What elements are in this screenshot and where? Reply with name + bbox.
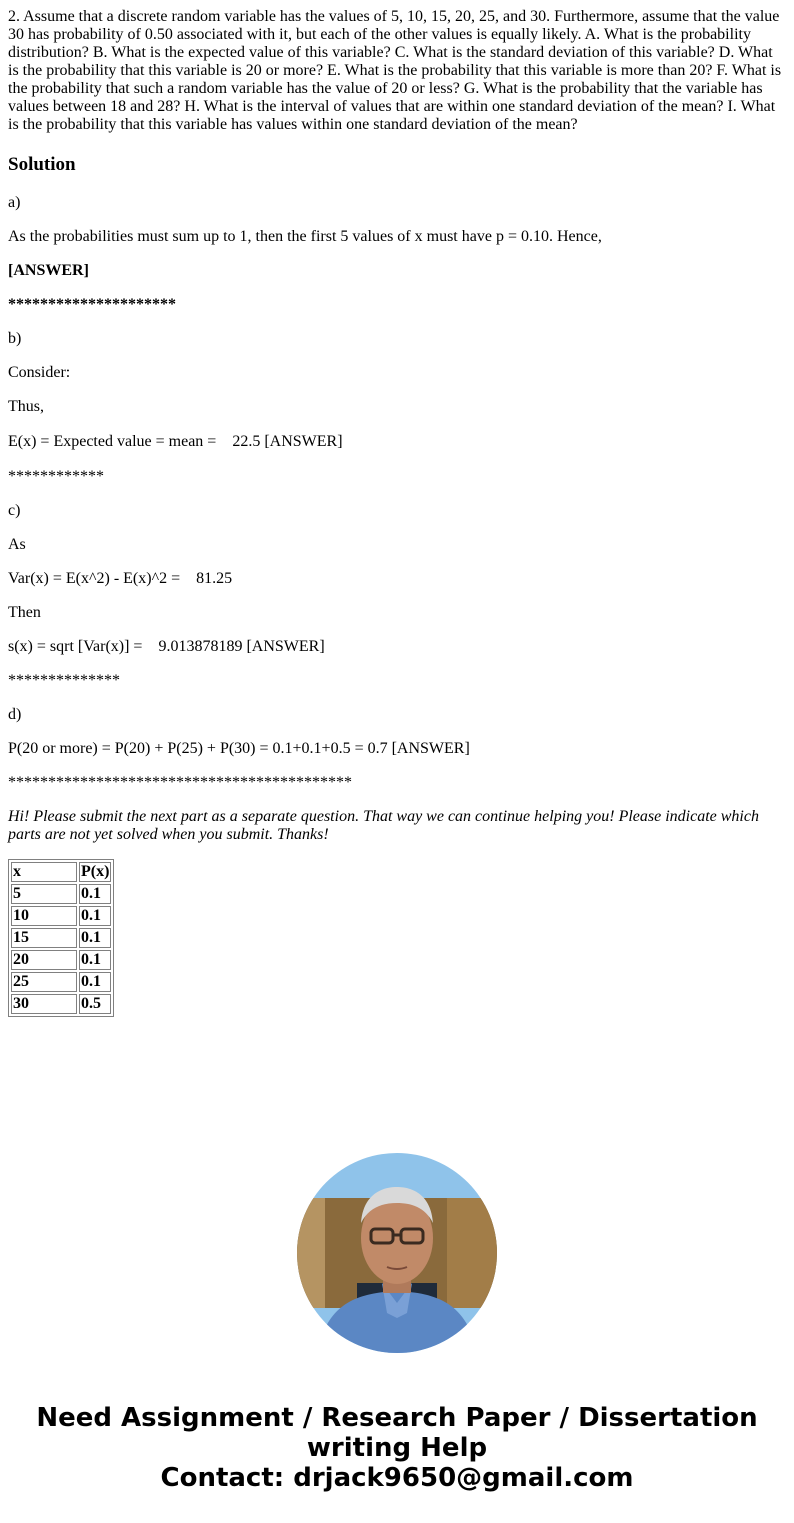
part-a-text: As the probabilities must sum up to 1, then the first 5 values of x must have p = 0.10. Hence, <box>8 228 602 245</box>
separator-3: ************** <box>8 672 120 689</box>
part-d-label: d) <box>8 706 22 723</box>
part-c-label: c) <box>8 502 21 519</box>
table-cell-px: 0.5 <box>79 994 111 1014</box>
avatar-door-frame <box>297 1198 325 1308</box>
promo-banner <box>0 1403 794 1493</box>
table-row <box>11 906 111 926</box>
part-c-then: Then <box>8 604 41 621</box>
table-cell-px: 0.1 <box>79 972 111 992</box>
part-b-result: E(x) = Expected value = mean = 22.5 [ANSWER] <box>8 433 343 450</box>
table-header-row <box>11 862 111 882</box>
table-cell-x: 25 <box>11 972 77 992</box>
separator-4: ******************************************* <box>8 774 352 791</box>
part-b-label: b) <box>8 330 22 347</box>
table-cell-x: 5 <box>11 884 77 904</box>
part-a-label: a) <box>8 194 21 211</box>
table-cell-x: 10 <box>11 906 77 926</box>
part-d-result: P(20 or more) = P(20) + P(25) + P(30) = 0.1+0.1+0.5 = 0.7 [ANSWER] <box>8 740 470 757</box>
promo-line-2: writing Help <box>306 1433 488 1463</box>
document-content <box>8 8 786 1012</box>
table-row <box>11 884 111 904</box>
part-c-as: As <box>8 536 26 553</box>
table-cell-x: 15 <box>11 928 77 948</box>
help-note: Hi! Please submit the next part as a separate question. That way we can continue helping you! Please indicate which parts are not yet solved when you submit. Thanks! <box>8 808 759 843</box>
table-cell-px: 0.1 <box>79 906 111 926</box>
table-row <box>11 950 111 970</box>
avatar-carved-panel <box>447 1198 497 1308</box>
solution-heading: Solution <box>8 154 76 175</box>
table-header-px: P(x) <box>81 863 110 880</box>
part-b-thus: Thus, <box>8 398 44 415</box>
part-c-variance: Var(x) = E(x^2) - E(x)^2 = 81.25 <box>8 570 233 587</box>
separator-2: ************ <box>8 468 104 485</box>
part-a-answer: [ANSWER] <box>8 262 89 279</box>
table-header-x: x <box>11 862 77 882</box>
table-cell-x: 30 <box>11 994 77 1014</box>
table-cell-px: 0.1 <box>79 884 111 904</box>
promo-line-1: Need Assignment / Research Paper / Dissertation <box>36 1403 758 1433</box>
part-b-consider: Consider: <box>8 364 71 381</box>
table-cell-x: 20 <box>11 950 77 970</box>
probability-table <box>8 859 114 1017</box>
table-cell-px: 0.1 <box>79 928 111 948</box>
table-row <box>11 972 111 992</box>
author-avatar <box>297 1153 497 1353</box>
table-cell-px: 0.1 <box>79 950 111 970</box>
table-row <box>11 994 111 1014</box>
avatar-portrait-image <box>297 1153 497 1353</box>
table-row <box>11 928 111 948</box>
separator-1: ********************* <box>8 296 176 313</box>
part-c-std-dev: s(x) = sqrt [Var(x)] = 9.013878189 [ANSWER] <box>8 638 325 655</box>
question-text: 2. Assume that a discrete random variable has the values of 5, 10, 15, 20, 25, and 30. Furthermore, assume that the value 30 has probability of 0.50 associated with it, but each of the other values is equally likely. A. What is the probability distribution? B. What is the expected value of this variable? C. What is the standard deviation of this variable? D. What is the probability that this variable is 20 or more? E. What is the probability that this variable is more than 20? F. What is the probability that such a random variable has the value of 20 or less? G. What is the probability that the variable has values between 18 and 28? H. What is the interval of values that are within one standard deviation of the mean? I. What is the probability that this variable has values within one standard deviation of the mean? <box>8 8 782 133</box>
promo-contact: Contact: drjack9650@gmail.com <box>160 1463 634 1493</box>
